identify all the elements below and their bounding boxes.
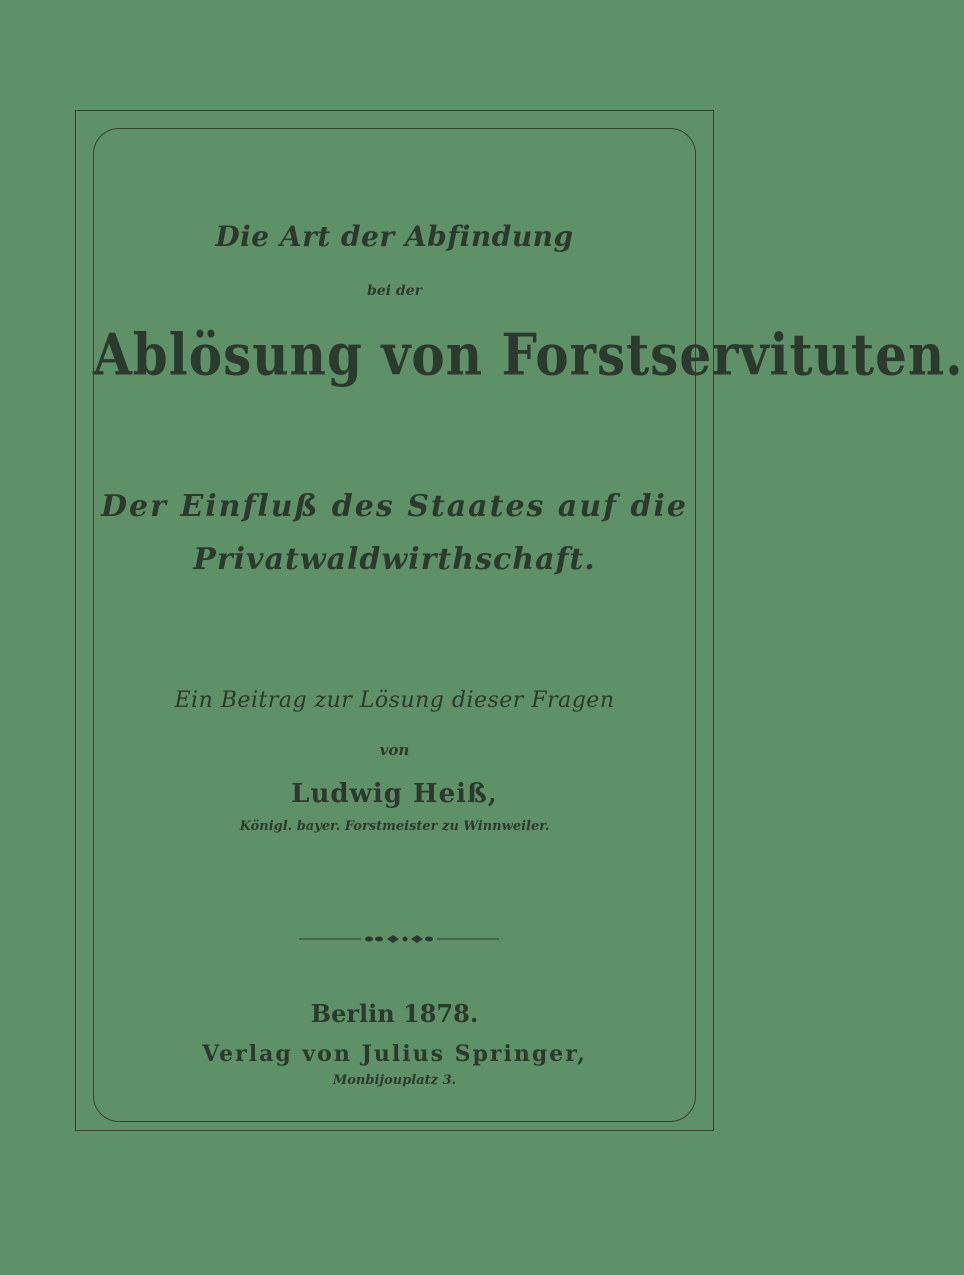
publisher: Verlag von Julius Springer, (202, 1041, 587, 1067)
inner-rounded-border (93, 128, 964, 1122)
title-line-top: Die Art der Abfindung (215, 220, 574, 253)
subtitle-line-1: Der Einfluß des Staates auf die (101, 489, 688, 524)
by-line: von (379, 741, 410, 759)
contribution-line: Ein Beitrag zur Lösung dieser Fragen (174, 688, 615, 713)
place-year: Berlin 1878. (310, 999, 479, 1028)
author-name: Ludwig Heiß, (291, 779, 498, 809)
publisher-address: Monbijouplatz 3. (332, 1073, 457, 1088)
subtitle-line-2: Privatwaldwirthschaft. (193, 542, 596, 577)
title-connector: bei der (367, 283, 422, 299)
main-title: Ablösung von Forstservituten. (93, 320, 964, 389)
author-role: Königl. bayer. Forstmeister zu Winnweiler. (239, 819, 550, 834)
ornament-divider (299, 931, 499, 947)
